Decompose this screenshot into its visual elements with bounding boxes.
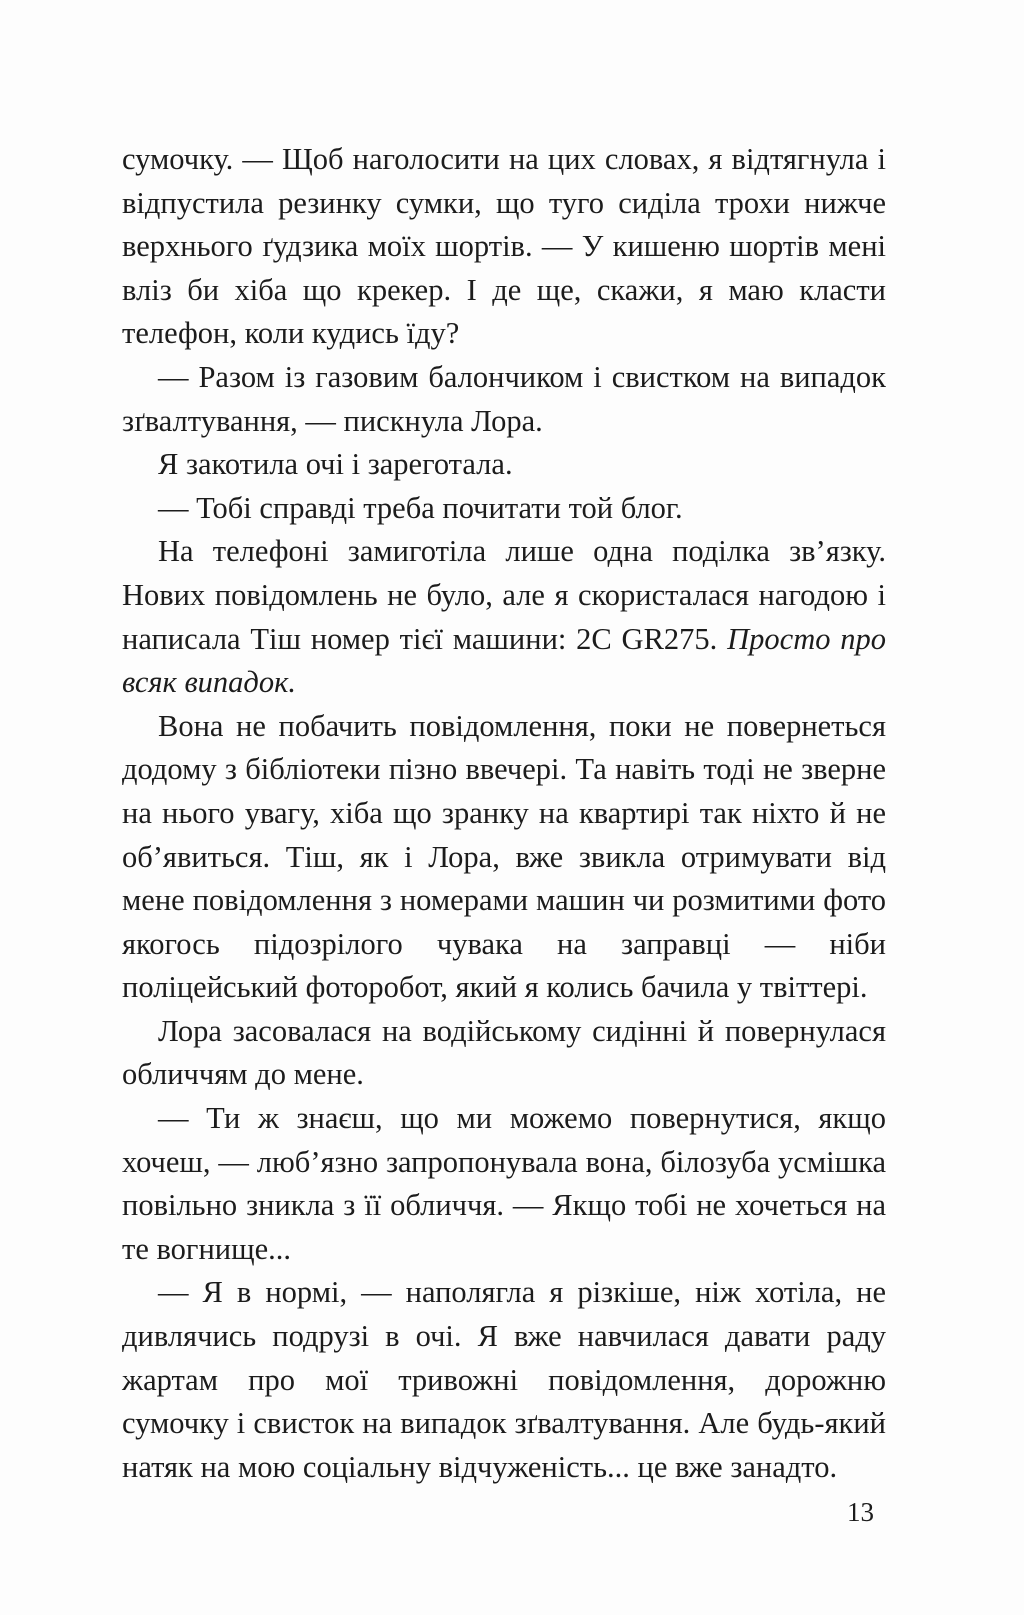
italic-phrase: Просто про всяк випадок. bbox=[122, 621, 887, 700]
body-text bbox=[122, 138, 886, 1489]
paragraph: — Разом із газовим балончиком і свистком на випадок зґвалтування, — пискнула Лора. bbox=[122, 359, 886, 438]
page-number: 13 bbox=[847, 1497, 874, 1527]
paragraph: — Ти ж знаєш, що ми можемо повернутися, якщо хочеш, — люб’язно запропонувала вона, білозуба усмішка повільно зникла з її обличчя. — Якщо тобі не хочеться на те вогнище... bbox=[122, 1101, 886, 1266]
paragraph: сумочку. — Щоб наголосити на цих словах, я відтягнула і відпустила резинку сумки, що туго сиділа трохи нижче верхнього ґудзика моїх шортів. — У кишеню шортів мені вліз би хіба що крекер. І де ще, скажи, я маю класти телефон, коли кудись їду? bbox=[122, 142, 886, 351]
paragraph: На телефоні замиготіла лише одна поділка зв’язку. Нових повідомлень не було, але я скористалася нагодою і написала Тіш номер тієї машини: 2C GR275. Просто про всяк випадок. bbox=[122, 534, 887, 700]
paragraph: Вона не побачить повідомлення, поки не повернеться додому з бібліотеки пізно ввечері. Та навіть тоді не зверне на нього увагу, хіба що зранку на квартирі так ніхто й не об’явиться. Тіш, як і Лора, вже звикла отримувати від мене повідомлення з номерами машин чи розмитими фото якогось підозрілого чувака на заправці — ніби поліцейський фоторобот, який я колись бачила у твіттері. bbox=[122, 708, 886, 1005]
paragraph: Я закотила очі і зареготала. bbox=[158, 447, 513, 482]
paragraph: — Я в нормі, — наполягла я різкіше, ніж хотіла, не дивлячись подрузі в очі. Я вже навчилася давати раду жартам про мої тривожні повідомлення, дорожню сумочку і свисток на випадок зґвалтування. Але будь-який натяк на мою соціальну відчуженість... це вже занадто. bbox=[122, 1275, 886, 1484]
paragraph: Лора засовалася на водійському сидінні й повернулася обличчям до мене. bbox=[122, 1013, 886, 1092]
paragraph: — Тобі справді треба почитати той блог. bbox=[158, 490, 683, 525]
